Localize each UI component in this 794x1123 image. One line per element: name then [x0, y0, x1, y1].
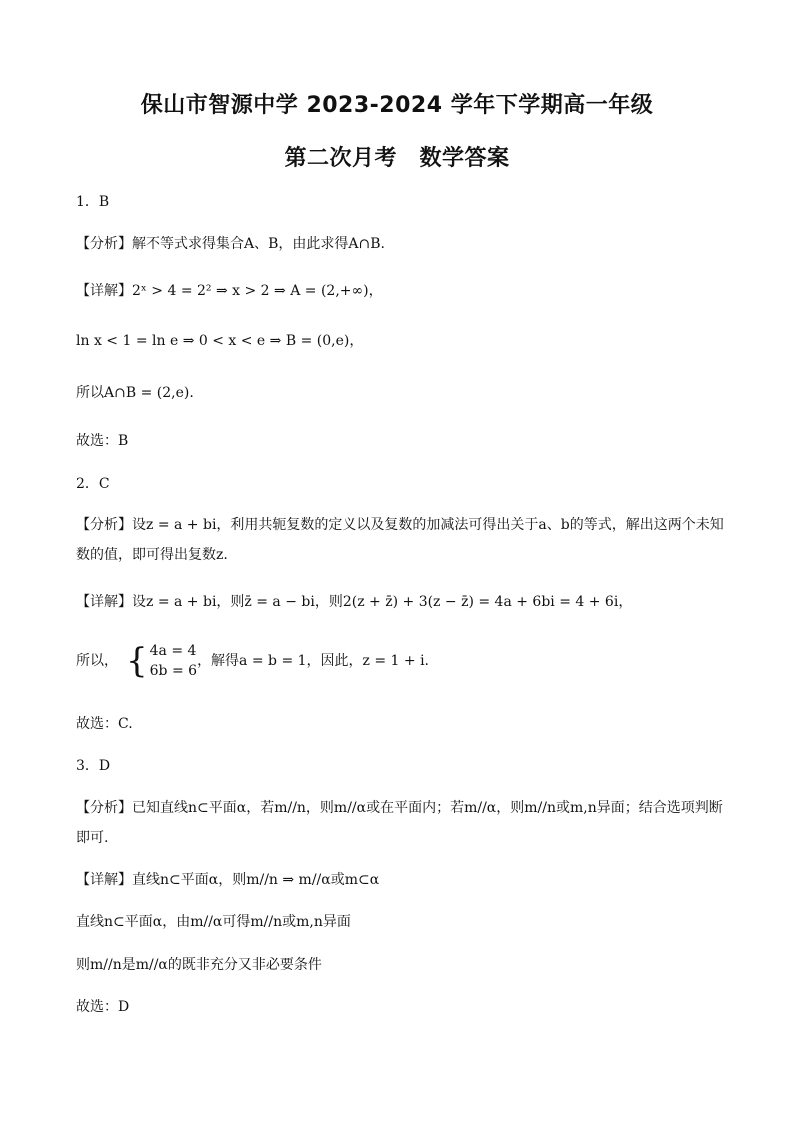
q1-number: 1．B: [76, 194, 110, 210]
q3-analysis: [76, 793, 736, 853]
detail-label: 【详解】: [76, 283, 132, 299]
q1-detail-1-text: 2ˣ > 4 = 2² ⇒ x > 2 ⇒ A = (2,+∞)，: [132, 283, 383, 299]
detail-label: 【详解】: [76, 872, 132, 888]
q2-analysis: [76, 510, 736, 570]
document-title: 保山市智源中学 2023-2024 学年下学期高一年级: [140, 93, 654, 118]
analysis-label: 【分析】: [76, 800, 132, 816]
brace-symbol: {: [126, 641, 148, 681]
q2-detail-2-suffix: ，解得a = b = 1，因此，z = 1 + i.: [197, 653, 430, 669]
q3-detail-2: 直线n⊂平面α，由m//α可得m//n或m,n异面: [76, 914, 351, 930]
q3-number: 3．D: [76, 758, 111, 774]
q1-analysis: [76, 235, 736, 253]
q3-analysis-text: 已知直线n⊂平面α，若m//n，则m//α或在平面内；若m//α，则m//n或m,n异面；结合选项判断即可.: [76, 800, 723, 846]
q1-detail-3: 所以A∩B = (2,e).: [76, 385, 194, 401]
equation-row: 6b = 6: [149, 663, 198, 679]
q2-number: 2．C: [76, 476, 110, 492]
q2-detail-1: [76, 593, 736, 611]
q3-answer: 故选：D: [76, 999, 130, 1015]
q1-detail-1: [76, 282, 736, 300]
detail-label: 【详解】: [76, 594, 132, 610]
q2-detail-1-text: 设z = a + bi，则z̄ = a − bi，则2(z + z̄) + 3(z − z̄) = 4a + 6bi = 4 + 6i，: [132, 594, 633, 610]
equation-system: [150, 641, 197, 681]
q1-detail-2: ln x < 1 = ln e ⇒ 0 < x < e ⇒ B = (0,e)，: [76, 333, 364, 349]
q1-analysis-text: 解不等式求得集合A、B，由此求得A∩B.: [132, 236, 385, 252]
q2-answer: 故选：C.: [76, 716, 133, 732]
q2-detail-2-prefix: 所以，: [76, 653, 118, 669]
analysis-label: 【分析】: [76, 517, 132, 533]
q3-detail-1-text: 直线n⊂平面α，则m//n ⇒ m//α或m⊂α: [132, 872, 380, 888]
document-subtitle: 第二次月考 数学答案: [284, 146, 510, 171]
q1-answer: 故选：B: [76, 433, 129, 449]
q2-analysis-text: 设z = a + bi，利用共轭复数的定义以及复数的加减法可得出关于a、b的等式，解出这两个未知数的值，即可得出复数z.: [76, 517, 724, 563]
q3-detail-1: [76, 871, 736, 889]
equation-row: 4a = 4: [149, 643, 197, 659]
q3-detail-3: 则m//n是m//α的既非充分又非必要条件: [76, 957, 322, 973]
analysis-label: 【分析】: [76, 236, 132, 252]
q2-detail-2: [76, 641, 736, 681]
